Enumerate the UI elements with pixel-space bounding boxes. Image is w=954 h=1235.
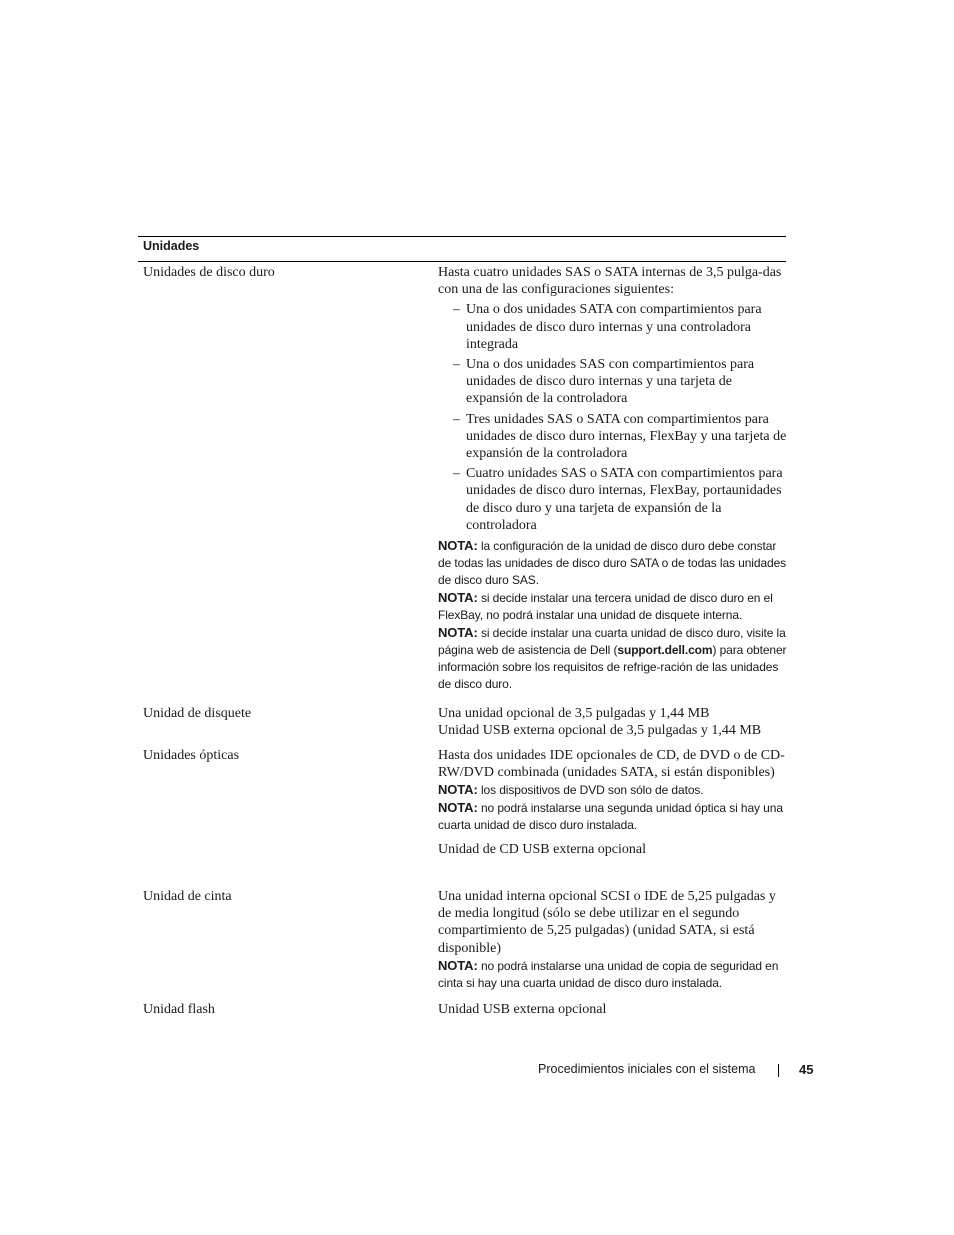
note-label: NOTA: (438, 538, 478, 554)
note (438, 537, 788, 589)
list-item (438, 301, 788, 353)
row-value (438, 705, 788, 739)
list-item (438, 465, 788, 534)
note (438, 624, 788, 693)
row-label: Unidad flash (143, 1002, 215, 1017)
note (438, 957, 788, 992)
floppy-line: Unidad USB externa opcional de 3,5 pulgadas y 1,44 MB (438, 723, 762, 739)
note-text: los dispositivos de DVD son sólo de datos. (480, 783, 704, 798)
footer-separator (778, 1064, 779, 1077)
dash-bullet: – (453, 302, 460, 318)
note-text: la configuración de la unidad de disco duro debe constar de todas las unidades de disco duro SATA o de todas las unidades de disco duro SAS. (438, 539, 787, 588)
footer-title: Procedimientos iniciales con el sistema (538, 1062, 756, 1076)
note-label: NOTA: (438, 782, 478, 798)
optical-extra: Unidad de CD USB externa opcional (438, 842, 647, 858)
list-item (438, 411, 788, 463)
note-text: ) para obtener información sobre los requisitos de refrige-ración de las unidades de disco duro. (438, 643, 787, 692)
support-link[interactable]: support.dell.com (617, 643, 713, 658)
section-title: Unidades (143, 239, 200, 253)
note-label: NOTA: (438, 800, 478, 816)
note-text: si decide instalar una cuarta unidad de disco duro, visite la página web de asistencia de Dell ( (438, 626, 786, 658)
table-top-rule (138, 236, 786, 237)
tape-intro: Una unidad interna opcional SCSI o IDE de 5,25 pulgadas y de media longitud (sólo se debe utilizar en el segundo compartimiento de 5,25 pulgadas) (unidad SATA, si está disponible) (438, 889, 776, 956)
row-value (438, 747, 788, 859)
note-label: NOTA: (438, 590, 478, 606)
row-value (438, 1001, 788, 1018)
list-item-text: Una o dos unidades SATA con compartimientos para unidades de disco duro internas y una controladora integrada (466, 302, 762, 352)
row-value (438, 264, 788, 693)
flash-value: Unidad USB externa opcional (438, 1002, 607, 1017)
note-text: si decide instalar una tercera unidad de disco duro en el FlexBay, no podrá instalar una unidad de disquete interna. (438, 591, 773, 623)
note-text: no podrá instalarse una segunda unidad óptica si hay una cuarta unidad de disco duro instalada. (438, 801, 783, 833)
note-label: NOTA: (438, 625, 478, 641)
floppy-line: Una unidad opcional de 3,5 pulgadas y 1,44 MB (438, 706, 710, 721)
header-rule (138, 261, 786, 262)
page-number: 45 (799, 1062, 814, 1077)
note-label: NOTA: (438, 957, 478, 973)
row-value (438, 888, 788, 992)
row-label: Unidad de disquete (143, 706, 252, 721)
hdd-intro: Hasta cuatro unidades SAS o SATA internas de 3,5 pulga-das con una de las configuraciones siguientes: (438, 265, 782, 298)
note (438, 589, 788, 624)
note (438, 799, 788, 834)
row-label: Unidad de cinta (143, 889, 232, 904)
list-item-text: Una o dos unidades SAS con compartimientos para unidades de disco duro internas y una tarjeta de expansión de la controladora (466, 357, 755, 407)
dash-bullet: – (453, 411, 460, 427)
note (438, 781, 788, 799)
hdd-config-list (438, 301, 788, 534)
list-item-text: Cuatro unidades SAS o SATA con compartimientos para unidades de disco duro internas, FlexBay, portaunidades de disco duro y una tarjeta de expansión de la controladora (466, 466, 783, 533)
list-item (438, 356, 788, 408)
row-label: Unidades ópticas (143, 748, 240, 763)
dash-bullet: – (453, 466, 460, 482)
optical-intro: Hasta dos unidades IDE opcionales de CD, de DVD o de CD-RW/DVD combinada (unidades SATA, si están disponibles) (438, 748, 785, 781)
dash-bullet: – (453, 357, 460, 373)
list-item-text: Tres unidades SAS o SATA con compartimientos para unidades de disco duro internas, FlexBay y una tarjeta de expansión de la controladora (466, 411, 787, 462)
row-label: Unidades de disco duro (143, 265, 275, 280)
note-text: no podrá instalarse una unidad de copia de seguridad en cinta si hay una cuarta unidad de disco duro instalada. (438, 958, 779, 990)
